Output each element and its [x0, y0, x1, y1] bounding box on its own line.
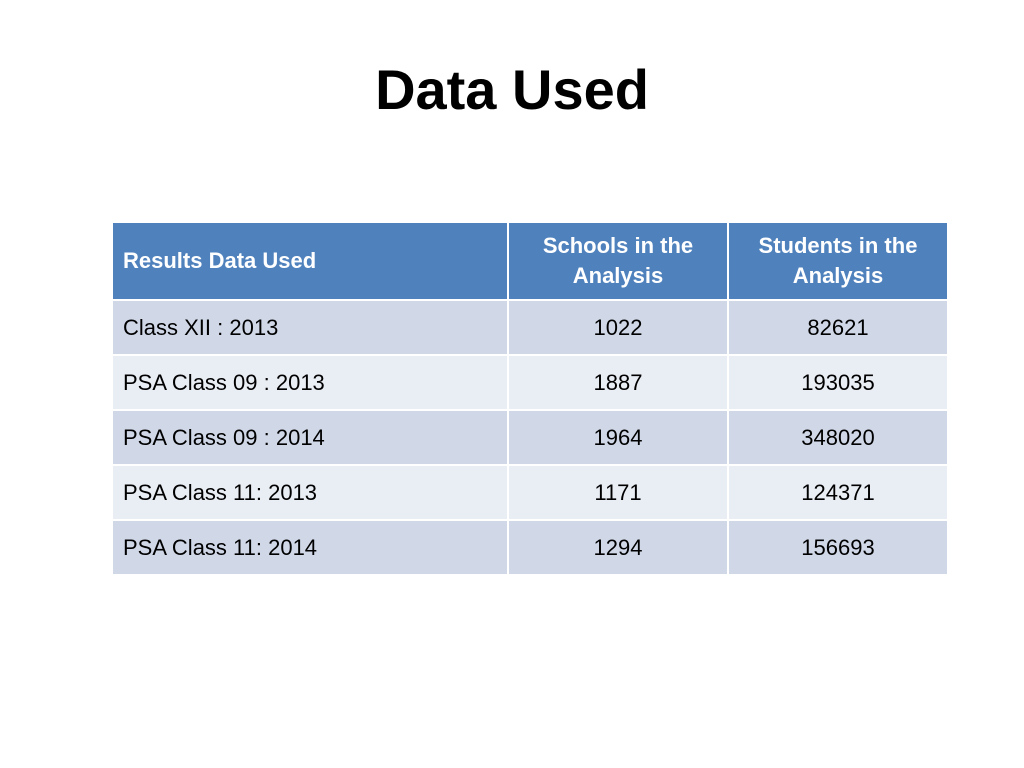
- schools-count-cell: 1294: [508, 520, 728, 575]
- schools-count-cell: 1964: [508, 410, 728, 465]
- column-header-students: Students in the Analysis: [728, 222, 948, 300]
- table-row: [112, 300, 948, 355]
- schools-count-cell: 1171: [508, 465, 728, 520]
- row-label-cell: PSA Class 11: 2013: [112, 465, 508, 520]
- row-label-cell: PSA Class 09 : 2014: [112, 410, 508, 465]
- slide-title: Data Used: [375, 58, 649, 121]
- students-count-cell: 156693: [728, 520, 948, 575]
- schools-count-cell: 1887: [508, 355, 728, 410]
- table-row: [112, 520, 948, 575]
- students-count-cell: 124371: [728, 465, 948, 520]
- column-header-results-data-used: Results Data Used: [112, 222, 508, 300]
- students-count-cell: 348020: [728, 410, 948, 465]
- table-header-row: [112, 222, 948, 300]
- table-row: [112, 465, 948, 520]
- students-count-cell: 193035: [728, 355, 948, 410]
- column-header-schools: Schools in the Analysis: [508, 222, 728, 300]
- schools-count-cell: 1022: [508, 300, 728, 355]
- row-label-cell: PSA Class 11: 2014: [112, 520, 508, 575]
- table-row: [112, 410, 948, 465]
- data-table: [111, 221, 949, 576]
- row-label-cell: Class XII : 2013: [112, 300, 508, 355]
- students-count-cell: 82621: [728, 300, 948, 355]
- row-label-cell: PSA Class 09 : 2013: [112, 355, 508, 410]
- table-row: [112, 355, 948, 410]
